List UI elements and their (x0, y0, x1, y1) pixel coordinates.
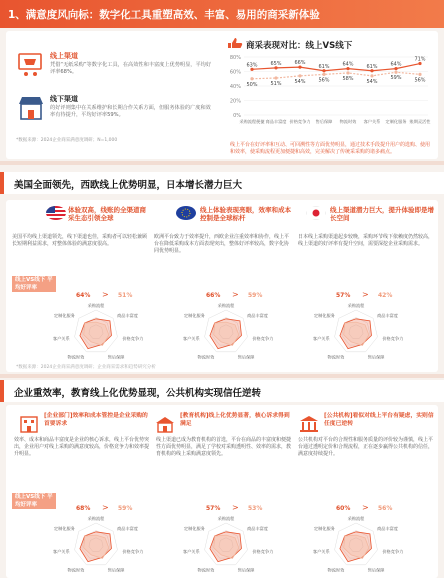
data-point (418, 73, 421, 76)
radar-axis-label: 商品丰富度 (117, 526, 139, 532)
region-us-body: 美国平均线上渠道领先，线下渠道也佳，采购者可以轻松兼顾长短期利益需求，对整体体验的满意度很高。 (12, 234, 148, 247)
radar-axis-label: 采购流程 (87, 303, 105, 308)
radar-chart-eu (176, 300, 276, 362)
radar-axis-label: 定制化服务 (53, 526, 75, 532)
region-us-body-wrap (12, 230, 148, 248)
sector-enterprise-head: [企业部门]效率和成本管控是企业采购的首要诉求 (44, 413, 148, 427)
data-label: 64% (342, 61, 354, 68)
radar-axis-label: 商品丰富度 (377, 313, 399, 319)
radar-chart-us (46, 300, 146, 362)
data-label: 51% (270, 81, 282, 88)
region-eu-body-wrap (154, 230, 290, 254)
radar-axis-label: 采购流程 (347, 516, 365, 521)
online-channel-title: 线上渠道 (50, 52, 78, 60)
eu-online-pct: 66% (206, 292, 221, 299)
radar-axis-label: 采购流程 (347, 303, 365, 308)
data-label: 71% (414, 56, 426, 63)
radar-axis-label: 客户关系 (312, 336, 330, 342)
y-tick-label: 80% (229, 55, 241, 61)
government-icon (298, 415, 320, 433)
education-offline-pct: 53% (248, 505, 263, 512)
radar-axis-label: 物流时效 (67, 354, 85, 360)
radar-axis-label: 物流时效 (197, 567, 215, 573)
radar-axis-label: 价格竞争力 (122, 549, 144, 555)
x-tick-label: 商品丰富度 (265, 119, 287, 124)
sector-education-body: 线上渠道已成为教育机构的首选，平台在商品的丰富度和便捷性方面优势明显，满足了学校对采购透明性、效率的需求，教育机构的线上采购满意度领先。 (156, 437, 292, 457)
data-point (274, 76, 277, 79)
thumbs-icon (226, 37, 244, 49)
radar-axis-label: 售后保障 (237, 354, 255, 360)
enterprise-offline-pct: 59% (118, 505, 133, 512)
online-channel-desc: 凭借“无纸采购”等数字化工具，在高效性和丰富度上优势明显，平均好评率68%。 (50, 62, 212, 75)
radar-axis-label: 物流时效 (327, 567, 345, 573)
arrow-icon: > (362, 290, 369, 299)
radar-axis-label: 价格竞争力 (382, 336, 404, 342)
orange-summary-note: 线上平台在好评率和互动、可回溯性等方面优势明显，通过技术手段提升用户的选购、使用和效率，使采购流程更加便捷和高效，完美解决了传统采采购的诸多痛点。 (230, 142, 431, 155)
region-col-eu (200, 206, 292, 222)
radar-axis-label: 售后保障 (107, 354, 125, 360)
radar-axis-label: 采购流程 (217, 516, 235, 521)
japan-flag-icon (306, 206, 326, 220)
y-tick-label: 40% (229, 84, 241, 90)
perf-comparison-chart (222, 53, 434, 139)
data-point (346, 71, 349, 74)
radar-axis-label: 售后保障 (367, 567, 385, 573)
data-label: 63% (246, 62, 258, 69)
eu-flag-icon (176, 206, 196, 220)
radar-chart-jp (306, 300, 406, 362)
sector-card (6, 405, 438, 578)
eu-offline-pct: 59% (248, 292, 263, 299)
x-tick-label: 价格竞争力 (289, 119, 311, 124)
radar-axis-label: 定制化服务 (313, 313, 335, 319)
data-label: 56% (414, 77, 426, 84)
section-title-sector: 企业重效率，教育线上化优势显现，公共机构实现信任逆转 (0, 380, 444, 402)
region-jp-head: 线上渠道潜力巨大，提升体验即是增长空间 (330, 206, 434, 222)
radar-axis-label: 定制化服务 (53, 313, 75, 319)
storefront-icon (16, 94, 46, 122)
building-icon (18, 415, 40, 433)
data-label: 50% (246, 81, 258, 88)
region-jp-body-wrap (298, 230, 434, 248)
radar-axis-label: 商品丰富度 (377, 526, 399, 532)
data-label: 61% (318, 63, 330, 70)
x-tick-label: 物流时效 (339, 119, 357, 124)
data-label: 65% (270, 60, 282, 67)
radar-axis-label: 客户关系 (312, 549, 330, 555)
data-label: 54% (366, 78, 378, 85)
perf-source-note: *数据来源：2024企业商采满意度调研；N=1,000 (16, 138, 118, 143)
divider (0, 374, 444, 378)
data-point (370, 74, 373, 77)
radar-chart-education (176, 513, 276, 575)
jp-offline-pct: 42% (378, 292, 393, 299)
data-label: 56% (318, 77, 330, 84)
radar-axis-label: 价格竞争力 (252, 549, 274, 555)
public-online-pct: 60% (336, 505, 351, 512)
region-eu-body: 欧洲平台致力于效率提升，西欧企业注重效率和协作，线上平台在降低采购成本方面表现突出，整体好评率较高，数字化协同优势明显。 (154, 234, 290, 254)
radar-axis-label: 价格竞争力 (122, 336, 144, 342)
radar-axis-label: 定制化服务 (313, 526, 335, 532)
data-label: 64% (390, 61, 402, 68)
avg-rating-sticker: 线上VS线下 平均好评率 (12, 276, 56, 292)
region-eu-head: 线上体验表现亮眼，效率和成本控制是全球标杆 (200, 206, 291, 222)
radar-axis-label: 客户关系 (182, 549, 200, 555)
radar-axis-label: 采购流程 (217, 303, 235, 308)
radar-axis-label: 物流时效 (327, 354, 345, 360)
region-card (6, 200, 438, 372)
offline-channel-title: 线下渠道 (50, 95, 78, 103)
x-tick-label: 客户关系 (363, 119, 381, 124)
radar-axis-label: 定制化服务 (183, 526, 205, 532)
offline-channel-desc: 的好评则集中在关系维护和长期合作关系方面，但服务体验的广度和效率有待提升，平均好评率59%。 (50, 105, 211, 118)
radar-axis-label: 价格竞争力 (252, 336, 274, 342)
radar-axis-label: 商品丰富度 (247, 313, 269, 319)
radar-axis-label: 采购流程 (87, 516, 105, 521)
radar-axis-label: 售后保障 (367, 354, 385, 360)
y-tick-label: 20% (229, 98, 241, 105)
shopping-cart-icon (16, 51, 46, 79)
radar-axis-label: 价格竞争力 (382, 549, 404, 555)
avg-rating-sticker: 线上VS线下 平均好评率 (12, 493, 56, 509)
radar-axis-label: 售后保障 (237, 567, 255, 573)
y-tick-label: 60% (229, 69, 241, 76)
us-online-pct: 64% (76, 292, 91, 299)
perf-chart-title: 商采表现对比：线上VS线下 (246, 41, 353, 51)
radar-axis-label: 商品丰富度 (247, 526, 269, 532)
radar-axis-label: 售后保障 (107, 567, 125, 573)
data-point (298, 74, 301, 77)
satisfaction-card (6, 31, 438, 159)
arrow-icon: > (102, 503, 109, 512)
data-label: 58% (342, 75, 354, 82)
sector-public-body: 公共机构对平台的合规性和服务质量的评价较为谨慎，线上平台通过透明定价和合规流程，正在逐步赢得公共机构的信任，满意度持续提升。 (298, 437, 434, 457)
data-point (394, 71, 397, 74)
divider (0, 161, 444, 165)
data-point (322, 73, 325, 76)
section-title-region: 美国全面领先，西欧线上优势明显，日本增长潜力巨大 (0, 172, 444, 194)
page-title: 1、满意度风向标：数字化工具重塑高效、丰富、易用的商采新体验 (8, 9, 320, 21)
region-col-jp (330, 206, 434, 222)
arrow-icon: > (362, 503, 369, 512)
arrow-icon: > (232, 290, 239, 299)
radar-chart-enterprise (46, 513, 146, 575)
data-label: 59% (390, 75, 402, 82)
radar-axis-label: 客户关系 (52, 336, 70, 342)
jp-online-pct: 57% (336, 292, 351, 299)
x-tick-label: 定制化服务 (385, 119, 407, 124)
school-icon (154, 415, 176, 433)
sector-education-head: [教育机构]线上化优势显著，核心诉求得到满足 (180, 413, 290, 427)
education-online-pct: 57% (206, 505, 221, 512)
x-tick-label: 售后保障 (315, 119, 333, 124)
region-source-note: *数据来源：2024企业商采满意度调研；企业商采需求和趋势研究分析 (16, 365, 156, 370)
region-us-head: 体验双高，线账的全渠道商采生态引领全球 (68, 206, 146, 222)
data-point (250, 77, 253, 80)
arrow-icon: > (102, 290, 109, 299)
radar-axis-label: 客户关系 (52, 549, 70, 555)
public-offline-pct: 56% (378, 505, 393, 512)
radar-chart-public (306, 513, 406, 575)
data-label: 61% (366, 63, 378, 70)
sector-enterprise-body: 效率、成本和商品丰富度是企业的核心诉求，线上平台优势突出，企业用户对线上采购的满意度较高，价格竞争力和效率提升明显。 (14, 437, 150, 457)
us-flag-icon (46, 206, 66, 220)
radar-axis-label: 物流时效 (197, 354, 215, 360)
enterprise-online-pct: 68% (76, 505, 91, 512)
radar-axis-label: 商品丰富度 (117, 313, 139, 319)
radar-axis-label: 客户关系 (182, 336, 200, 342)
region-col-us (68, 206, 150, 222)
data-label: 54% (294, 78, 306, 85)
radar-axis-label: 物流时效 (67, 567, 85, 573)
us-offline-pct: 51% (118, 292, 133, 299)
data-label: 66% (294, 60, 306, 67)
sector-public-head: [公共机构]看似对线上平台有疑虑，实则信任度已逆转 (324, 413, 434, 427)
page-header (0, 0, 444, 28)
region-jp-body: 日本线上采购渠道起步较晚，采购环节线下依赖度仍然较高，线上渠道的好评率有提升空间，需要深挖企业采购需求。 (298, 234, 434, 247)
x-tick-label: 账期灵活性 (409, 119, 431, 124)
radar-axis-label: 定制化服务 (183, 313, 205, 319)
x-tick-label: 采购流程便捷 (239, 119, 265, 124)
y-tick-label: 0% (233, 113, 241, 119)
arrow-icon: > (232, 503, 239, 512)
